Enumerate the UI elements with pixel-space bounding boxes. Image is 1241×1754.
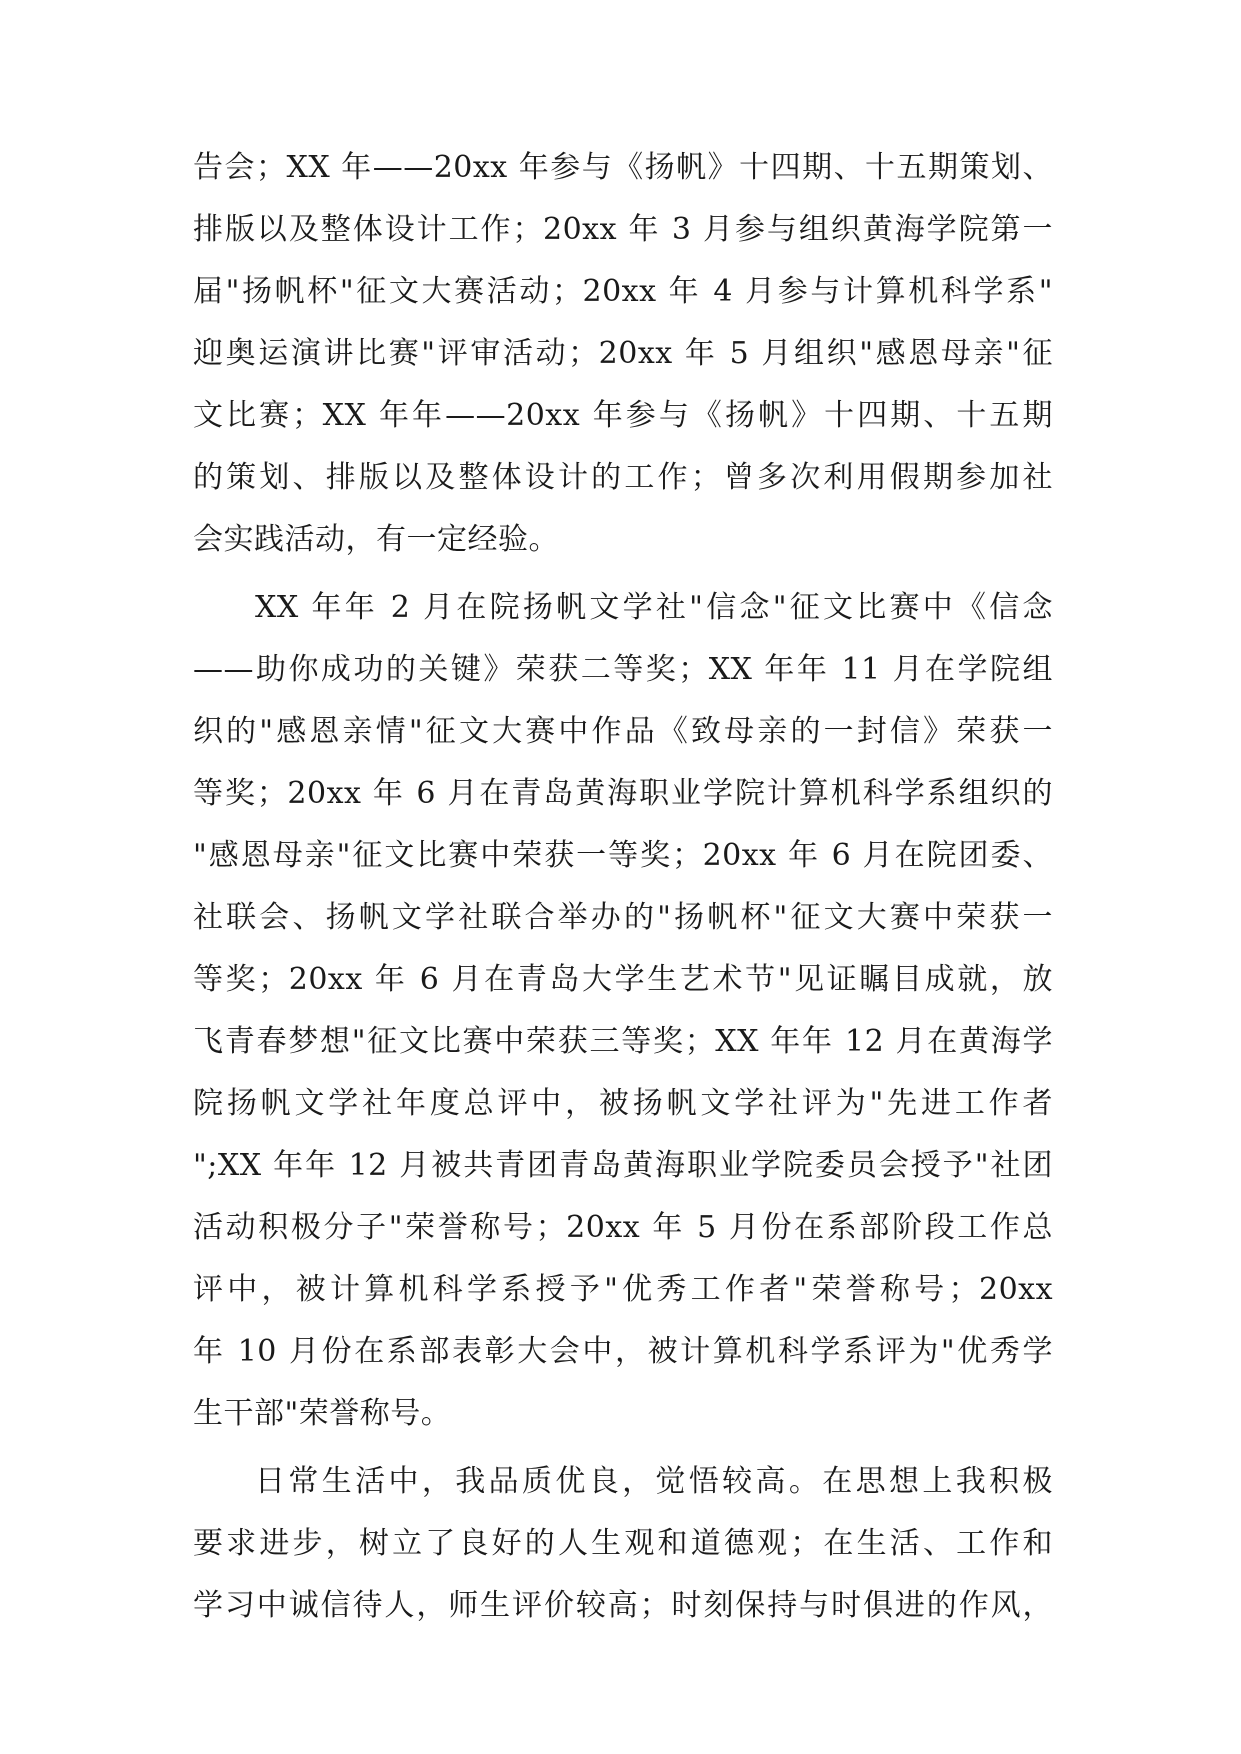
text-line: 织的"感恩亲情"征文大赛中作品《致母亲的一封信》荣获一 <box>193 714 1053 749</box>
text-line: 届"扬帆杯"征文大赛活动；20xx 年 4 月参与计算机科学系" <box>193 274 1053 309</box>
paragraph-activities <box>193 137 1053 571</box>
text-line: 生干部"荣誉称号。 <box>193 1396 452 1431</box>
text-line: 等奖；20xx 年 6 月在青岛大学生艺术节"见证瞩目成就，放 <box>193 962 1053 997</box>
text-line: 的策划、排版以及整体设计的工作；曾多次利用假期参加社 <box>193 460 1053 495</box>
text-line: 年 10 月份在系部表彰大会中，被计算机科学系评为"优秀学 <box>193 1334 1053 1369</box>
paragraph-awards <box>193 577 1053 1445</box>
text-line: 活动积极分子"荣誉称号；20xx 年 5 月份在系部阶段工作总 <box>193 1210 1053 1245</box>
text-line: 会实践活动，有一定经验。 <box>193 522 559 557</box>
text-line: ——助你成功的关键》荣获二等奖；XX 年年 11 月在学院组 <box>193 652 1053 687</box>
text-line: 飞青春梦想"征文比赛中荣获三等奖；XX 年年 12 月在黄海学 <box>193 1024 1053 1059</box>
text-line: 院扬帆文学社年度总评中，被扬帆文学社评为"先进工作者 <box>193 1086 1053 1121</box>
text-line: 文比赛；XX 年年——20xx 年参与《扬帆》十四期、十五期 <box>193 398 1053 433</box>
text-line: 要求进步，树立了良好的人生观和道德观；在生活、工作和 <box>193 1526 1053 1561</box>
text-line: 等奖；20xx 年 6 月在青岛黄海职业学院计算机科学系组织的 <box>193 776 1053 811</box>
document-body <box>193 137 1053 1643</box>
text-line: 日常生活中，我品质优良，觉悟较高。在思想上我积极 <box>255 1464 1053 1499</box>
text-line: XX 年年 2 月在院扬帆文学社"信念"征文比赛中《信念 <box>255 590 1053 625</box>
text-line: "感恩母亲"征文比赛中荣获一等奖；20xx 年 6 月在院团委、 <box>193 838 1053 873</box>
text-line: 评中，被计算机科学系授予"优秀工作者"荣誉称号；20xx <box>193 1272 1053 1307</box>
text-line: 学习中诚信待人，师生评价较高；时刻保持与时俱进的作风， <box>193 1588 1053 1623</box>
text-line: 迎奥运演讲比赛"评审活动；20xx 年 5 月组织"感恩母亲"征 <box>193 336 1053 371</box>
text-line: 排版以及整体设计工作；20xx 年 3 月参与组织黄海学院第一 <box>193 212 1053 247</box>
paragraph-daily-life <box>193 1451 1053 1637</box>
text-line: 告会；XX 年——20xx 年参与《扬帆》十四期、十五期策划、 <box>193 150 1053 185</box>
text-line: ";XX 年年 12 月被共青团青岛黄海职业学院委员会授予"社团 <box>193 1148 1053 1183</box>
text-line: 社联会、扬帆文学社联合举办的"扬帆杯"征文大赛中荣获一 <box>193 900 1053 935</box>
